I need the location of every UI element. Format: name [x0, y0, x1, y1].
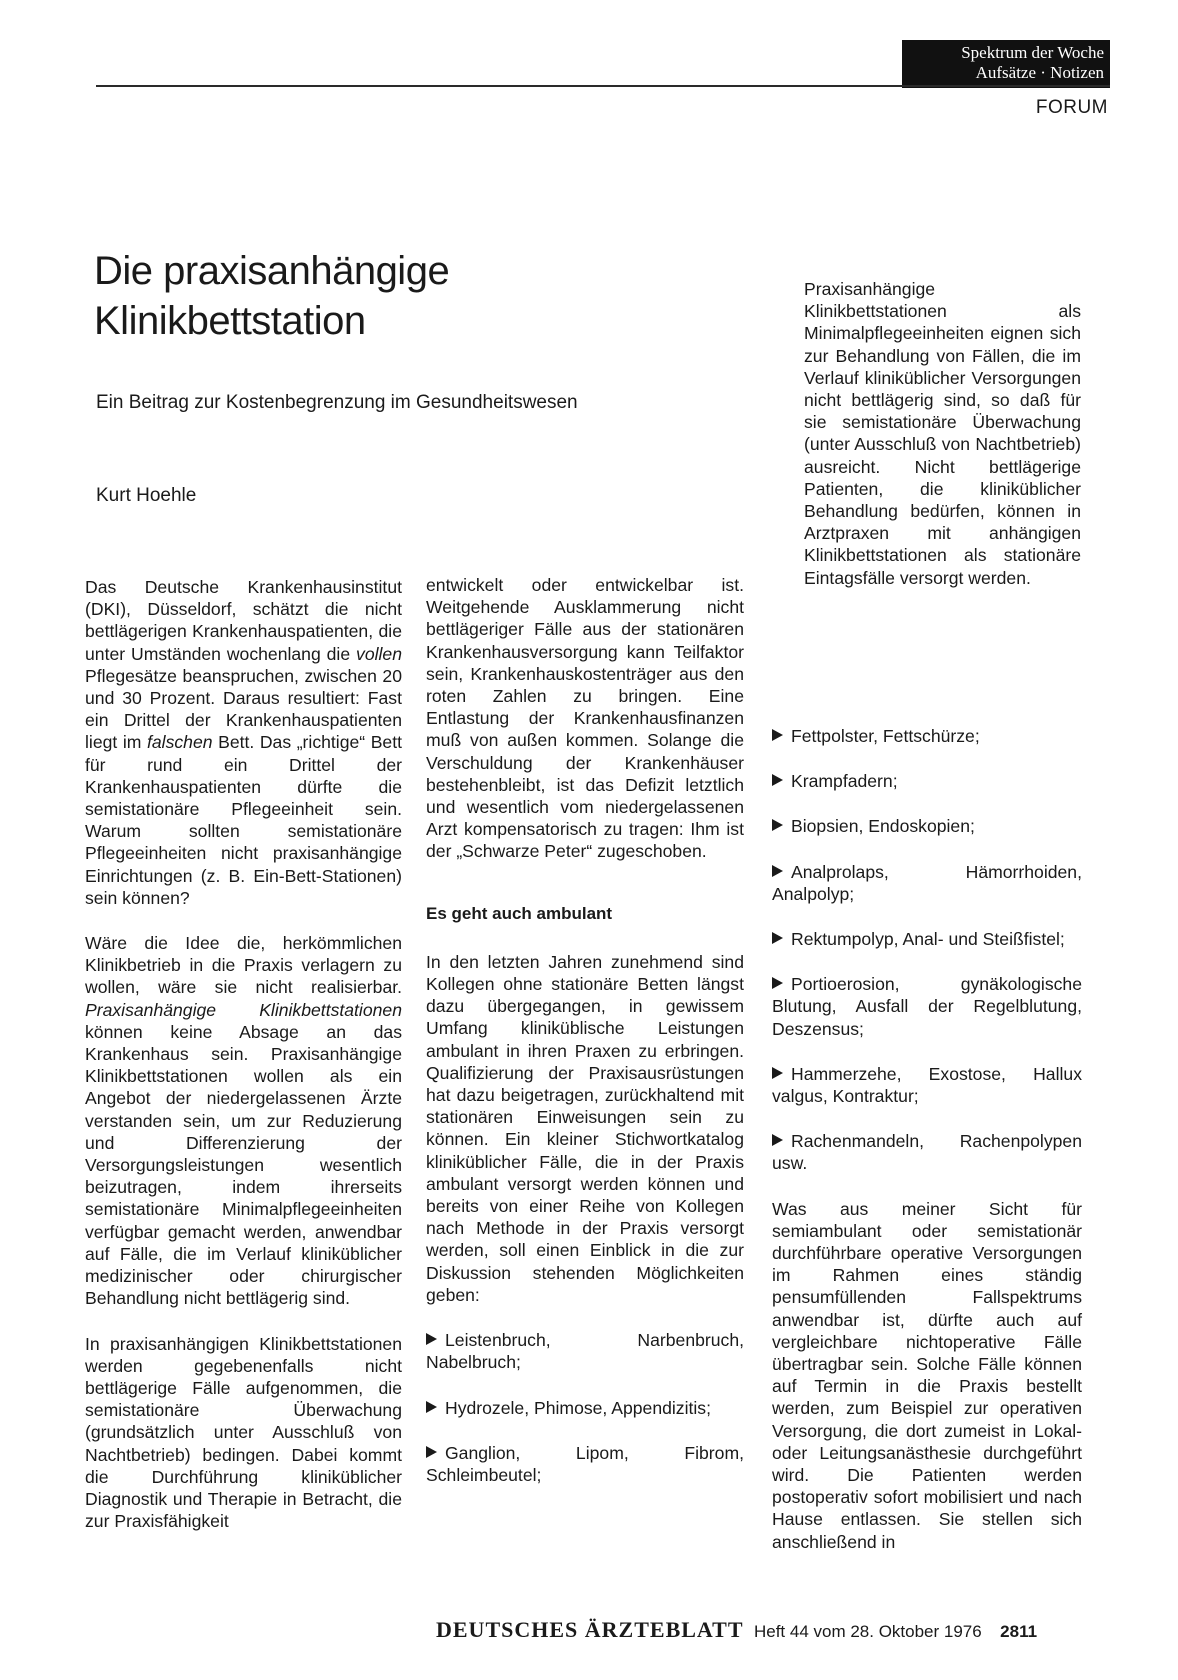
triangle-bullet-icon — [772, 977, 783, 989]
triangle-bullet-icon — [772, 932, 783, 944]
column-3-intro — [804, 278, 1081, 612]
header-rule — [96, 85, 1110, 87]
list-item-text: Rachenmandeln, Rachenpolypen usw. — [772, 1131, 1082, 1174]
list-item-text: Portioerosion, gynäkologische Blutung, Ausfall der Regelblutung, Deszensus; — [772, 974, 1082, 1039]
article-title — [94, 246, 714, 346]
page-footer — [436, 1617, 1116, 1643]
list-item-text: Biopsien, Endoskopien; — [791, 816, 975, 837]
page-number: 2811 — [1000, 1622, 1038, 1641]
triangle-bullet-icon — [426, 1333, 437, 1345]
text-run: Das Deutsche Krankenhausinstitut (DKI), Düsseldorf, schätzt die nicht bettlägerigen Krankenhauspatienten, die unter Umständen wochenlang die — [85, 577, 402, 664]
section-badge — [902, 40, 1110, 88]
badge-line-1: Spektrum der Woche — [961, 43, 1104, 62]
list-item-text: Fettpolster, Fettschürze; — [791, 726, 980, 746]
triangle-bullet-icon — [426, 1401, 437, 1413]
list-item — [772, 1063, 1082, 1107]
column-1 — [85, 576, 402, 1555]
section-label: FORUM — [1035, 97, 1108, 118]
triangle-bullet-icon — [772, 1134, 783, 1146]
triangle-bullet-icon — [772, 819, 783, 831]
article-author: Kurt Hoehle — [96, 485, 197, 506]
list-item — [772, 815, 1082, 837]
issue-info: Heft 44 vom 28. Oktober 1976 — [753, 1622, 982, 1641]
list-item-text: Analprolaps, Hämorrhoiden, Analpolyp; — [772, 861, 1082, 904]
list-item — [772, 1130, 1082, 1174]
article-subtitle: Ein Beitrag zur Kostenbegrenzung im Gesundheitswesen — [96, 392, 578, 413]
list-item — [772, 973, 1082, 1040]
list-item-text: Ganglion, Lipom, Fibrom, Schleimbeutel; — [426, 1442, 744, 1485]
list-item — [426, 1442, 744, 1486]
emphasis-text: Praxisanhängige Klinikbettstationen — [85, 999, 402, 1020]
triangle-bullet-icon — [772, 729, 783, 741]
text-run: Wäre die Idee die, herkömmlichen Klinikbetrieb in die Praxis verlagern zu wollen, wäre sie nicht realisierbar. — [85, 933, 402, 998]
paragraph: In den letzten Jahren zunehmend sind Kollegen ohne stationäre Betten längst dazu übergegangen, in gewissem Umfang kliniküblische Leistungen ambulant in ihren Praxen zu erbringen. Qualifizierung der Praxisausrüstungen hat dazu beigetragen, zurückhaltend mit stationären Einweisungen sein zu können. Ein kleiner Stichwortkatalog kliniküblicher Fälle, die in der Praxis ambulant versorgt werden können und bereits von einer Reihe von Kollegen nach Methode in der Praxis versorgt werden, soll einen Einblick in die zur Diskussion stehenden Möglichkeiten geben: — [426, 951, 744, 1305]
text-run: Bett. Das „richtige“ Bett für rund ein Drittel der Krankenhauspatienten dürfte die semistationäre Pflegeeinheit sein. Warum sollten semistationäre Pflegeeinheiten nicht praxisanhängige Einrichtungen (z. B. Ein-Bett-Stationen) sein können? — [85, 732, 402, 908]
list-item — [772, 770, 1082, 792]
paragraph — [85, 576, 402, 909]
title-line-2: Klinikbettstation — [94, 299, 366, 343]
title-line-1: Die praxisanhängige — [94, 249, 450, 293]
keyword-list — [772, 725, 1082, 1175]
paragraph — [85, 932, 402, 1309]
list-item — [772, 928, 1082, 950]
emphasis-text: vollen — [356, 643, 402, 664]
list-item-text: Hydrozele, Phimose, Appendizitis; — [445, 1397, 711, 1418]
section-heading: Es geht auch ambulant — [426, 903, 613, 923]
list-item — [426, 1329, 744, 1373]
column-2 — [426, 574, 744, 1509]
list-item — [772, 725, 1082, 747]
keyword-list — [426, 1329, 744, 1486]
paragraph: Was aus meiner Sicht für semiambulant oder semistationär durchführbare operative Versorgungen im Rahmen eines ständig pensumfüllenden Fallspektrums anwendbar ist, dürfte auch auf vergleichbare nichtoperative Fälle übertragbar sein. Solche Fälle können auf Termin in die Praxis bestellt werden, zum Beispiel zur operativen Versorgung, die dort zumeist in Lokal- oder Leitungsanästhesie durchgeführt wird. Die Patienten werden postoperativ sofort mobilisiert und nach Hause entlassen. Sie stellen sich anschließend in — [772, 1198, 1082, 1552]
paragraph: In praxisanhängigen Klinikbettstationen werden gegebenenfalls nicht bettlägerige Fälle aufgenommen, die semistationäre Überwachung (grundsätzlich unter Ausschluß von Nachtbetrieb) bedingen. Dabei kommt die Durchführung kliniküblicher Diagnostik und Therapie in Betracht, die zur Praxisfähigkeit — [85, 1333, 402, 1532]
triangle-bullet-icon — [426, 1446, 437, 1458]
badge-line-2: Aufsätze · Notizen — [975, 63, 1104, 82]
list-item — [772, 861, 1082, 905]
paragraph: Praxisanhängige Klinikbettstationen als Minimalpflegeeinheiten eignen sich zur Behandlung von Fällen, die im Verlauf kliniküblicher Versorgungen nicht bettlägerig sind, so daß für sie semistationäre Überwachung (unter Ausschluß von Nachtbetrieb) ausreicht. Nicht bettlägerige Patienten, die kliniküblicher Behandlung bedürfen, können in Arztpraxen mit anhängigen Klinikbettstationen als stationäre Eintagsfälle versorgt werden. — [804, 279, 1081, 588]
column-3 — [772, 725, 1082, 1576]
list-item-text: Hammerzehe, Exostose, Hallux valgus, Kontraktur; — [772, 1063, 1082, 1107]
triangle-bullet-icon — [772, 1067, 783, 1079]
list-item-text: Rektumpolyp, Anal- und Steißfistel; — [791, 929, 1065, 950]
list-item-text: Leistenbruch, Narbenbruch, Nabelbruch; — [426, 1330, 744, 1373]
list-item — [426, 1397, 744, 1419]
triangle-bullet-icon — [772, 865, 783, 877]
text-run: können keine Absage an das Krankenhaus sein. Praxisanhängige Klinikbettstationen wollen als ein Angebot der niedergelassenen Ärzte verstanden sein, um zur Reduzierung und Differenzierung der Versorgungsleistungen wesentlich beizutragen, indem ihrerseits semistationäre Minimalpflegeeinheiten verfügbar gemacht werden, anwendbar auf Fälle, die im Verlauf kliniküblicher medizinischer oder chirurgischer Behandlung nicht bettlägerig sind. — [85, 1021, 402, 1309]
triangle-bullet-icon — [772, 774, 783, 786]
text-run: Pflegesätze beanspruchen, zwischen 20 und 30 Prozent. Daraus resultiert: Fast ein Drittel der Krankenhauspatienten liegt im — [85, 665, 402, 753]
paragraph: entwickelt oder entwickelbar ist. Weitgehende Ausklammerung nicht bettlägeriger Fälle aus der stationären Krankenhausversorgung kann Teilfaktor sein, Krankenhauskostenträger aus den roten Zahlen zu bringen. Eine Entlastung der Krankenhausfinanzen muß von außen kommen. Solange die Verschuldung der Krankenhäuser bestehenbleibt, ist das Defizit letztlich und wesentlich vom niedergelassenen Arzt kompensatorisch zu tragen: Ihm ist der „Schwarze Peter“ zugeschoben. — [426, 575, 744, 862]
journal-name: DEUTSCHES ÄRZTEBLATT — [436, 1617, 744, 1642]
emphasis-text: falschen — [146, 732, 213, 753]
list-item-text: Krampfadern; — [791, 771, 898, 792]
